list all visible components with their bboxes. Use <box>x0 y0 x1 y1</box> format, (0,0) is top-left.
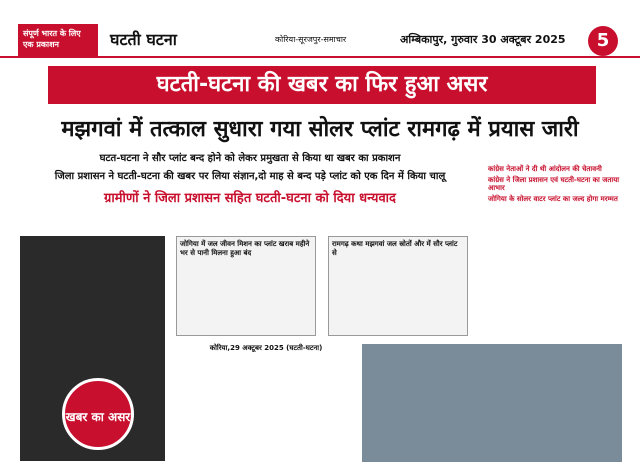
masthead <box>0 0 640 58</box>
date: अम्बिकापुर, गुरुवार 30 अक्टूबर 2025 <box>400 33 566 46</box>
logo: घटती घटना <box>110 30 177 49</box>
article-text <box>176 344 356 354</box>
impact-stamp: खबर का असर <box>62 378 134 450</box>
rc-head-3: जोगिया के सोलर वाटर प्लांट का जल्द होगा मरम्मत <box>488 195 618 203</box>
rc-head-1: कांग्रेस नेताओं ने दी थी आंदोलन की चेतावनी <box>488 165 602 173</box>
banner: घटती-घटना की खबर का फिर हुआ असर <box>48 66 596 104</box>
clipping-2 <box>328 236 468 336</box>
clip1-title: जोगिया में जल जीवन मिशन का प्लांट खराब महीने भर से पानी मिलना हुआ बंद <box>180 240 310 257</box>
headline: मझगवां में तत्काल सुधारा गया सोलर प्लांट रामगढ़ में प्रयास जारी <box>61 117 579 142</box>
subheads <box>20 150 480 206</box>
subhead-1: घटत-घटना ने सौर प्लांट बन्द होने को लेकर प्रमुखता से किया था खबर का प्रकाशन <box>99 153 401 164</box>
subhead-2: जिला प्रशासन ने घटती-घटना की खबर पर लिया संज्ञान,दो माह से बन्द पड़े प्लांट को एक दिन में किया चालू <box>54 171 446 182</box>
edition: कोरिया-सूरजपुर-समाचार <box>275 35 347 44</box>
solar-plant-photo <box>362 344 622 462</box>
clip2-title: रामगढ़ कथा मझगवां जल स्रोतों और में सौर प्लांट से <box>332 240 458 257</box>
rc-head-2: कांग्रेस ने जिला प्रशासन एवं घटती-घटना का जताया आभार <box>488 176 620 192</box>
tagline: संपूर्ण भारत के लिए एक प्रकाशन <box>18 24 98 56</box>
byline: कोरिया,29 अक्टूबर 2025 (घटती-घटना) <box>209 344 323 352</box>
page-number: 5 <box>588 26 618 56</box>
clipping-1 <box>176 236 316 336</box>
right-column <box>488 162 628 206</box>
subhead-3: ग्रामीणों ने जिला प्रशासन सहित घटती-घटना को दिया धन्यवाद <box>104 191 396 206</box>
